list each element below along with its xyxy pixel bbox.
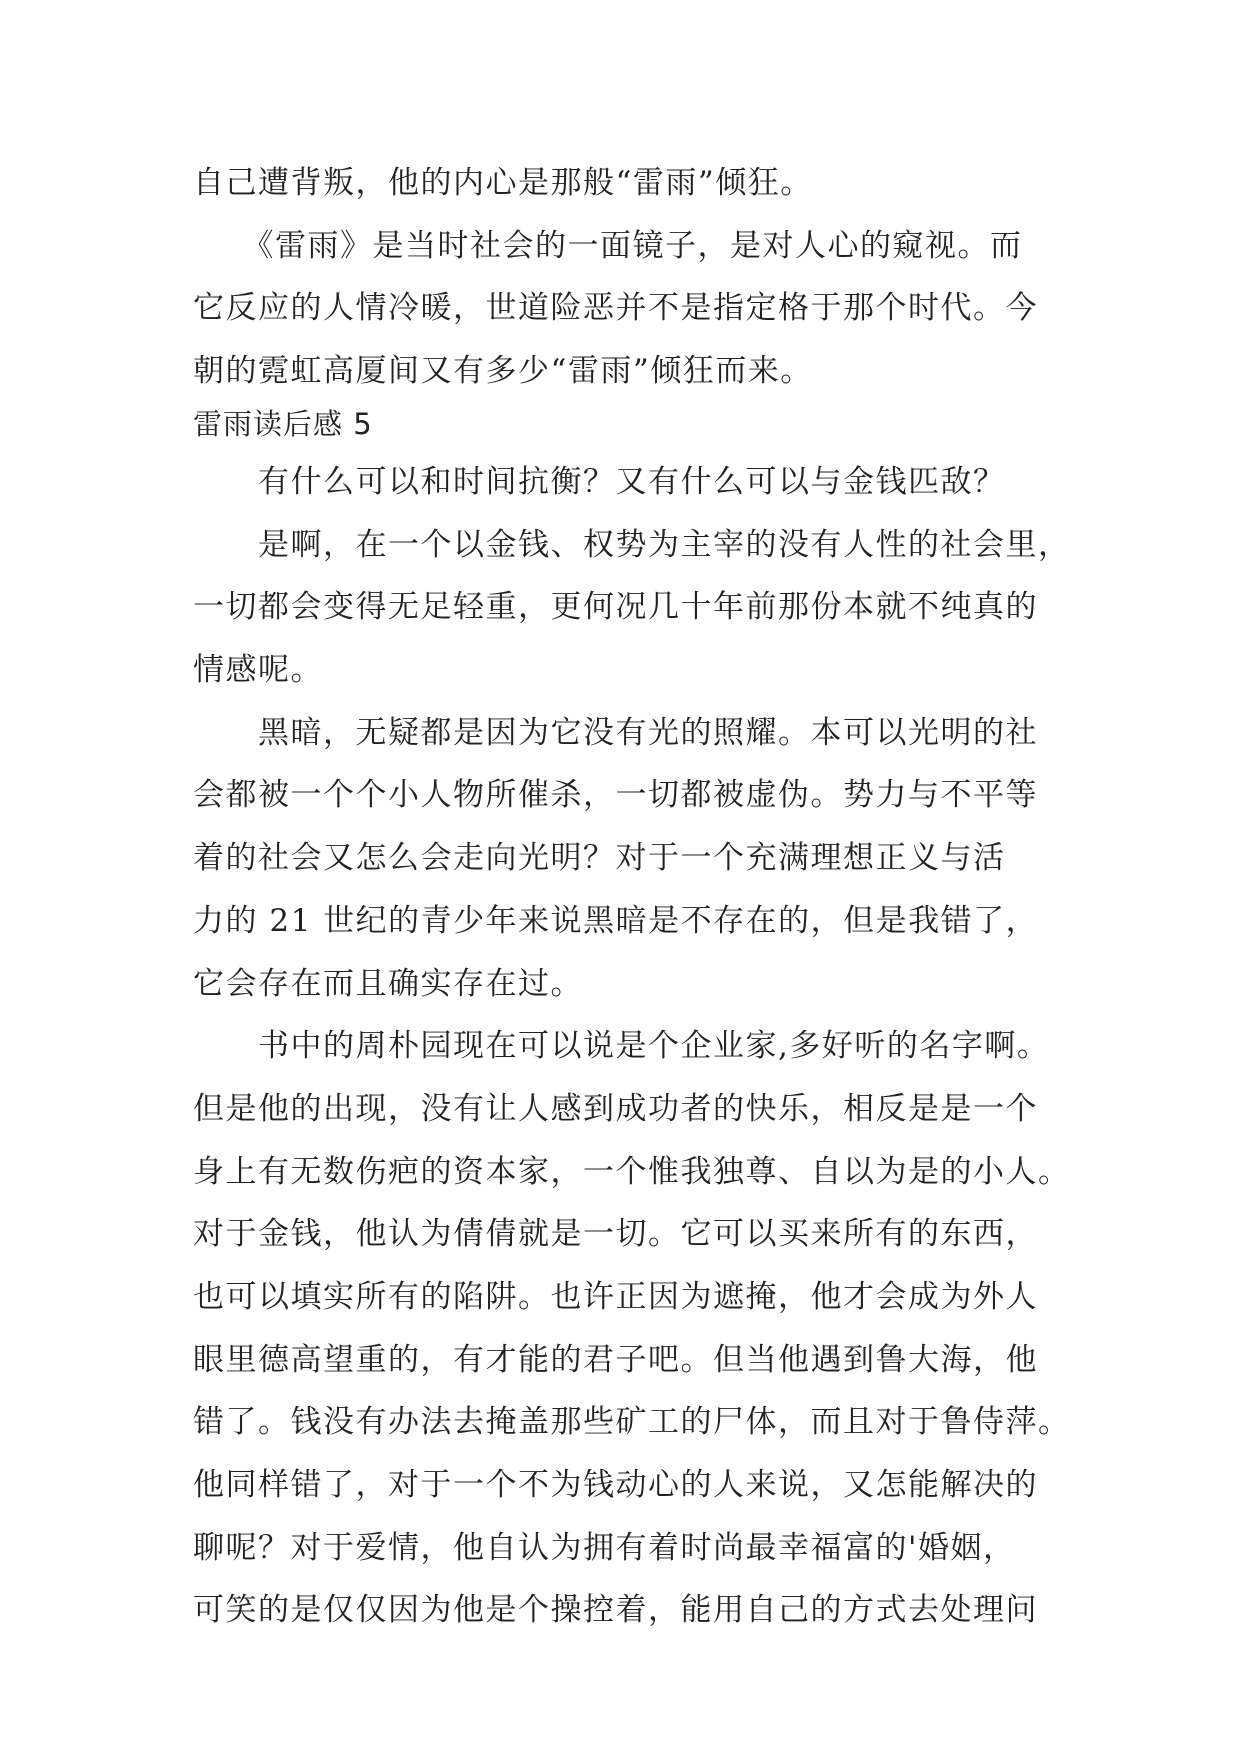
- paragraph-line: 书中的周朴园现在可以说是个企业家,多好听的名字啊。: [193, 1028, 1050, 1064]
- paragraph-line: 眼里德高望重的，有才能的君子吧。但当他遇到鲁大海，他: [193, 1342, 1038, 1378]
- paragraph-line: 会都被一个个小人物所催杀，一切都被虚伪。势力与不平等: [193, 777, 1038, 813]
- paragraph-line: 力的 21 世纪的青少年来说黑暗是不存在的，但是我错了，: [193, 903, 1039, 939]
- paragraph-line: 朝的霓虹高厦间又有多少“雷雨”倾狂而来。: [193, 353, 813, 389]
- paragraph-line: 它会存在而且确实存在过。: [193, 966, 583, 1002]
- paragraph-line: 对于金钱，他认为倩倩就是一切。它可以买来所有的东西，: [193, 1216, 1038, 1252]
- paragraph-line: 情感呢。: [193, 652, 323, 688]
- paragraph-line: 《雷雨》是当时社会的一面镜子，是对人心的窥视。而: [193, 228, 1023, 264]
- paragraph-line: 错了。钱没有办法去掩盖那些矿工的尸体，而且对于鲁侍萍。: [193, 1404, 1071, 1440]
- paragraph-line: 有什么可以和时间抗衡？又有什么可以与金钱匹敌？: [193, 464, 1006, 500]
- paragraph-line: 自己遭背叛，他的内心是那般“雷雨”倾狂。: [193, 165, 813, 201]
- paragraph-line: 可笑的是仅仅因为他是个操控着，能用自己的方式去处理问: [193, 1592, 1038, 1628]
- paragraph-line: 它反应的人情冷暖，世道险恶并不是指定格于那个时代。今: [193, 290, 1038, 326]
- paragraph-line: 他同样错了，对于一个不为钱动心的人来说，又怎能解决的: [193, 1467, 1038, 1503]
- paragraph-line: 但是他的出现，没有让人感到成功者的快乐，相反是是一个: [193, 1091, 1038, 1127]
- paragraph-line: 也可以填实所有的陷阱。也许正因为遮掩，他才会成为外人: [193, 1279, 1038, 1315]
- paragraph-line: 聊呢？对于爱情，他自认为拥有着时尚最幸福富的'婚姻，: [193, 1530, 1016, 1566]
- paragraph-line: 是啊，在一个以金钱、权势为主宰的没有人性的社会里，: [193, 527, 1071, 563]
- paragraph-line: 着的社会又怎么会走向光明？对于一个充满理想正义与活: [193, 840, 1006, 876]
- section-heading: 雷雨读后感 5: [193, 407, 373, 441]
- paragraph-line: 一切都会变得无足轻重，更何况几十年前那份本就不纯真的: [193, 589, 1038, 625]
- paragraph-line: 黑暗，无疑都是因为它没有光的照耀。本可以光明的社: [193, 715, 1038, 751]
- paragraph-line: 身上有无数伤疤的资本家，一个惟我独尊、自以为是的小人。: [193, 1154, 1071, 1190]
